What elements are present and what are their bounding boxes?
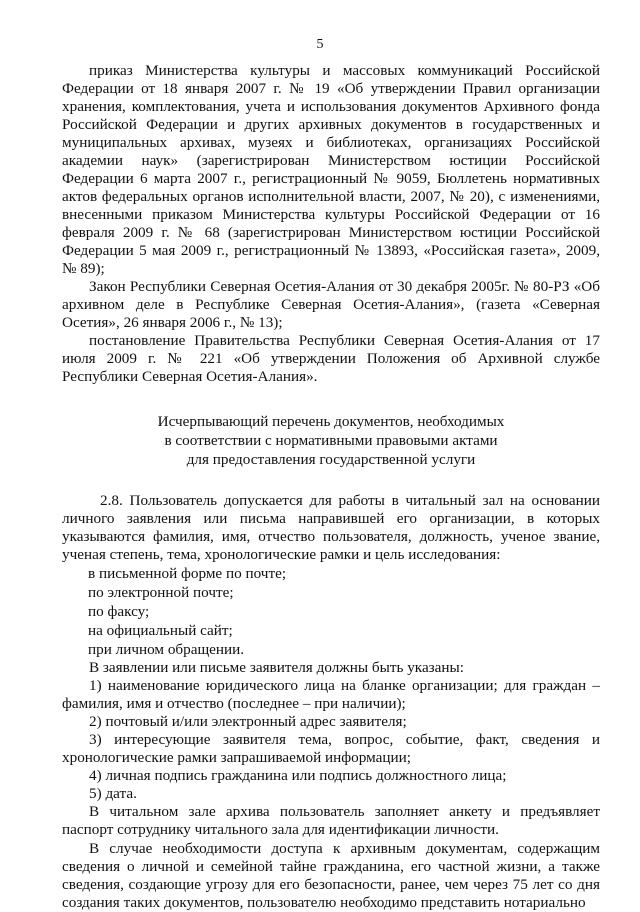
- page-number: 5: [316, 37, 324, 52]
- list-item: 5) дата.: [89, 785, 137, 802]
- list-item: 3) интересующие заявителя тема, вопрос, событие, факт, сведения и хронологические рамки запрашиваемой информации;: [62, 731, 600, 766]
- requirements-list: [62, 677, 600, 803]
- order-paragraph: приказ Министерства культуры и массовых коммуникаций Российской Федерации от 18 января 2007 г. № 19 «Об утверждении Правил организации хранения, комплектования, учета и использования документов Архивного фонда Российской Федерации и других архивных документов в государственных и муниципальных архивах, музеях и библиотеках, организациях Российской академии наук» (зарегистрирован Министерством юстиции Российской Федерации 6 марта 2007 г., регистрационный № 9059, Бюллетень нормативных актов федеральных органов исполнительной власти, 2007, № 20), с изменениями, внесенными приказом Министерства культуры Российской Федерации от 16 февраля 2009 г. № 68 (зарегистрирован Министерством юстиции Российской Федерации 5 мая 2009 г., регистрационный № 13893, «Российская газета», 2009, № 89);: [62, 62, 600, 277]
- resolution-paragraph: постановление Правительства Республики Северная Осетия-Алания от 17 июля 2009 г. № 221 «Об утверждении Положения об Архивной службе Республики Северная Осетия-Алания».: [62, 332, 600, 385]
- list-item: на официальный сайт;: [88, 622, 233, 639]
- list-item: 4) личная подпись гражданина или подпись должностного лица;: [89, 767, 507, 784]
- restricted-access-paragraph: В случае необходимости доступа к архивным документам, содержащим сведения о личной и семейной тайне гражданина, его частной жизни, а также сведения, создающие угрозу для его безопасности, ранее, чем через 75 лет со дня создания таких документов, пользователю необходимо представить нотариально: [62, 840, 600, 911]
- list-item: по электронной почте;: [88, 584, 234, 601]
- list-item: 1) наименование юридического лица на бланке организации; для граждан – фамилия, имя и отчество (последнее – при наличии);: [62, 677, 600, 712]
- heading-line: Исчерпывающий перечень документов, необходимых: [157, 413, 505, 430]
- heading-line: в соответствии с нормативными правовыми актами: [164, 432, 498, 449]
- law-paragraph: Закон Республики Северная Осетия-Алания от 30 декабря 2005г. № 80-РЗ «Об архивном деле в Республике Северная Осетия-Алания», (газета «Северная Осетия», 26 января 2006 г., № 13);: [62, 278, 600, 331]
- list-item: при личном обращении.: [88, 641, 245, 658]
- list-item: по факсу;: [88, 603, 150, 620]
- list-item: 2) почтовый и/или электронный адрес заявителя;: [89, 713, 407, 730]
- requirements-intro: В заявлении или письме заявителя должны быть указаны:: [89, 659, 464, 676]
- list-item: в письменной форме по почте;: [88, 565, 287, 582]
- section-heading: [62, 412, 600, 469]
- reading-room-paragraph: В читальном зале архива пользователь заполняет анкету и предъявляет паспорт сотруднику читального зала для идентификации личности.: [62, 803, 600, 838]
- submission-methods-list: [62, 565, 600, 659]
- heading-line: для предоставления государственной услуги: [186, 451, 476, 468]
- clause-2-8-paragraph: 2.8. Пользователь допускается для работы в читальный зал на основании личного заявления или письма направившей его организации, в которых указываются фамилия, имя, отчество пользователя, должность, ученое звание, ученая степень, тема, хронологические рамки и цель исследования:: [62, 492, 600, 563]
- page-content: [62, 62, 600, 912]
